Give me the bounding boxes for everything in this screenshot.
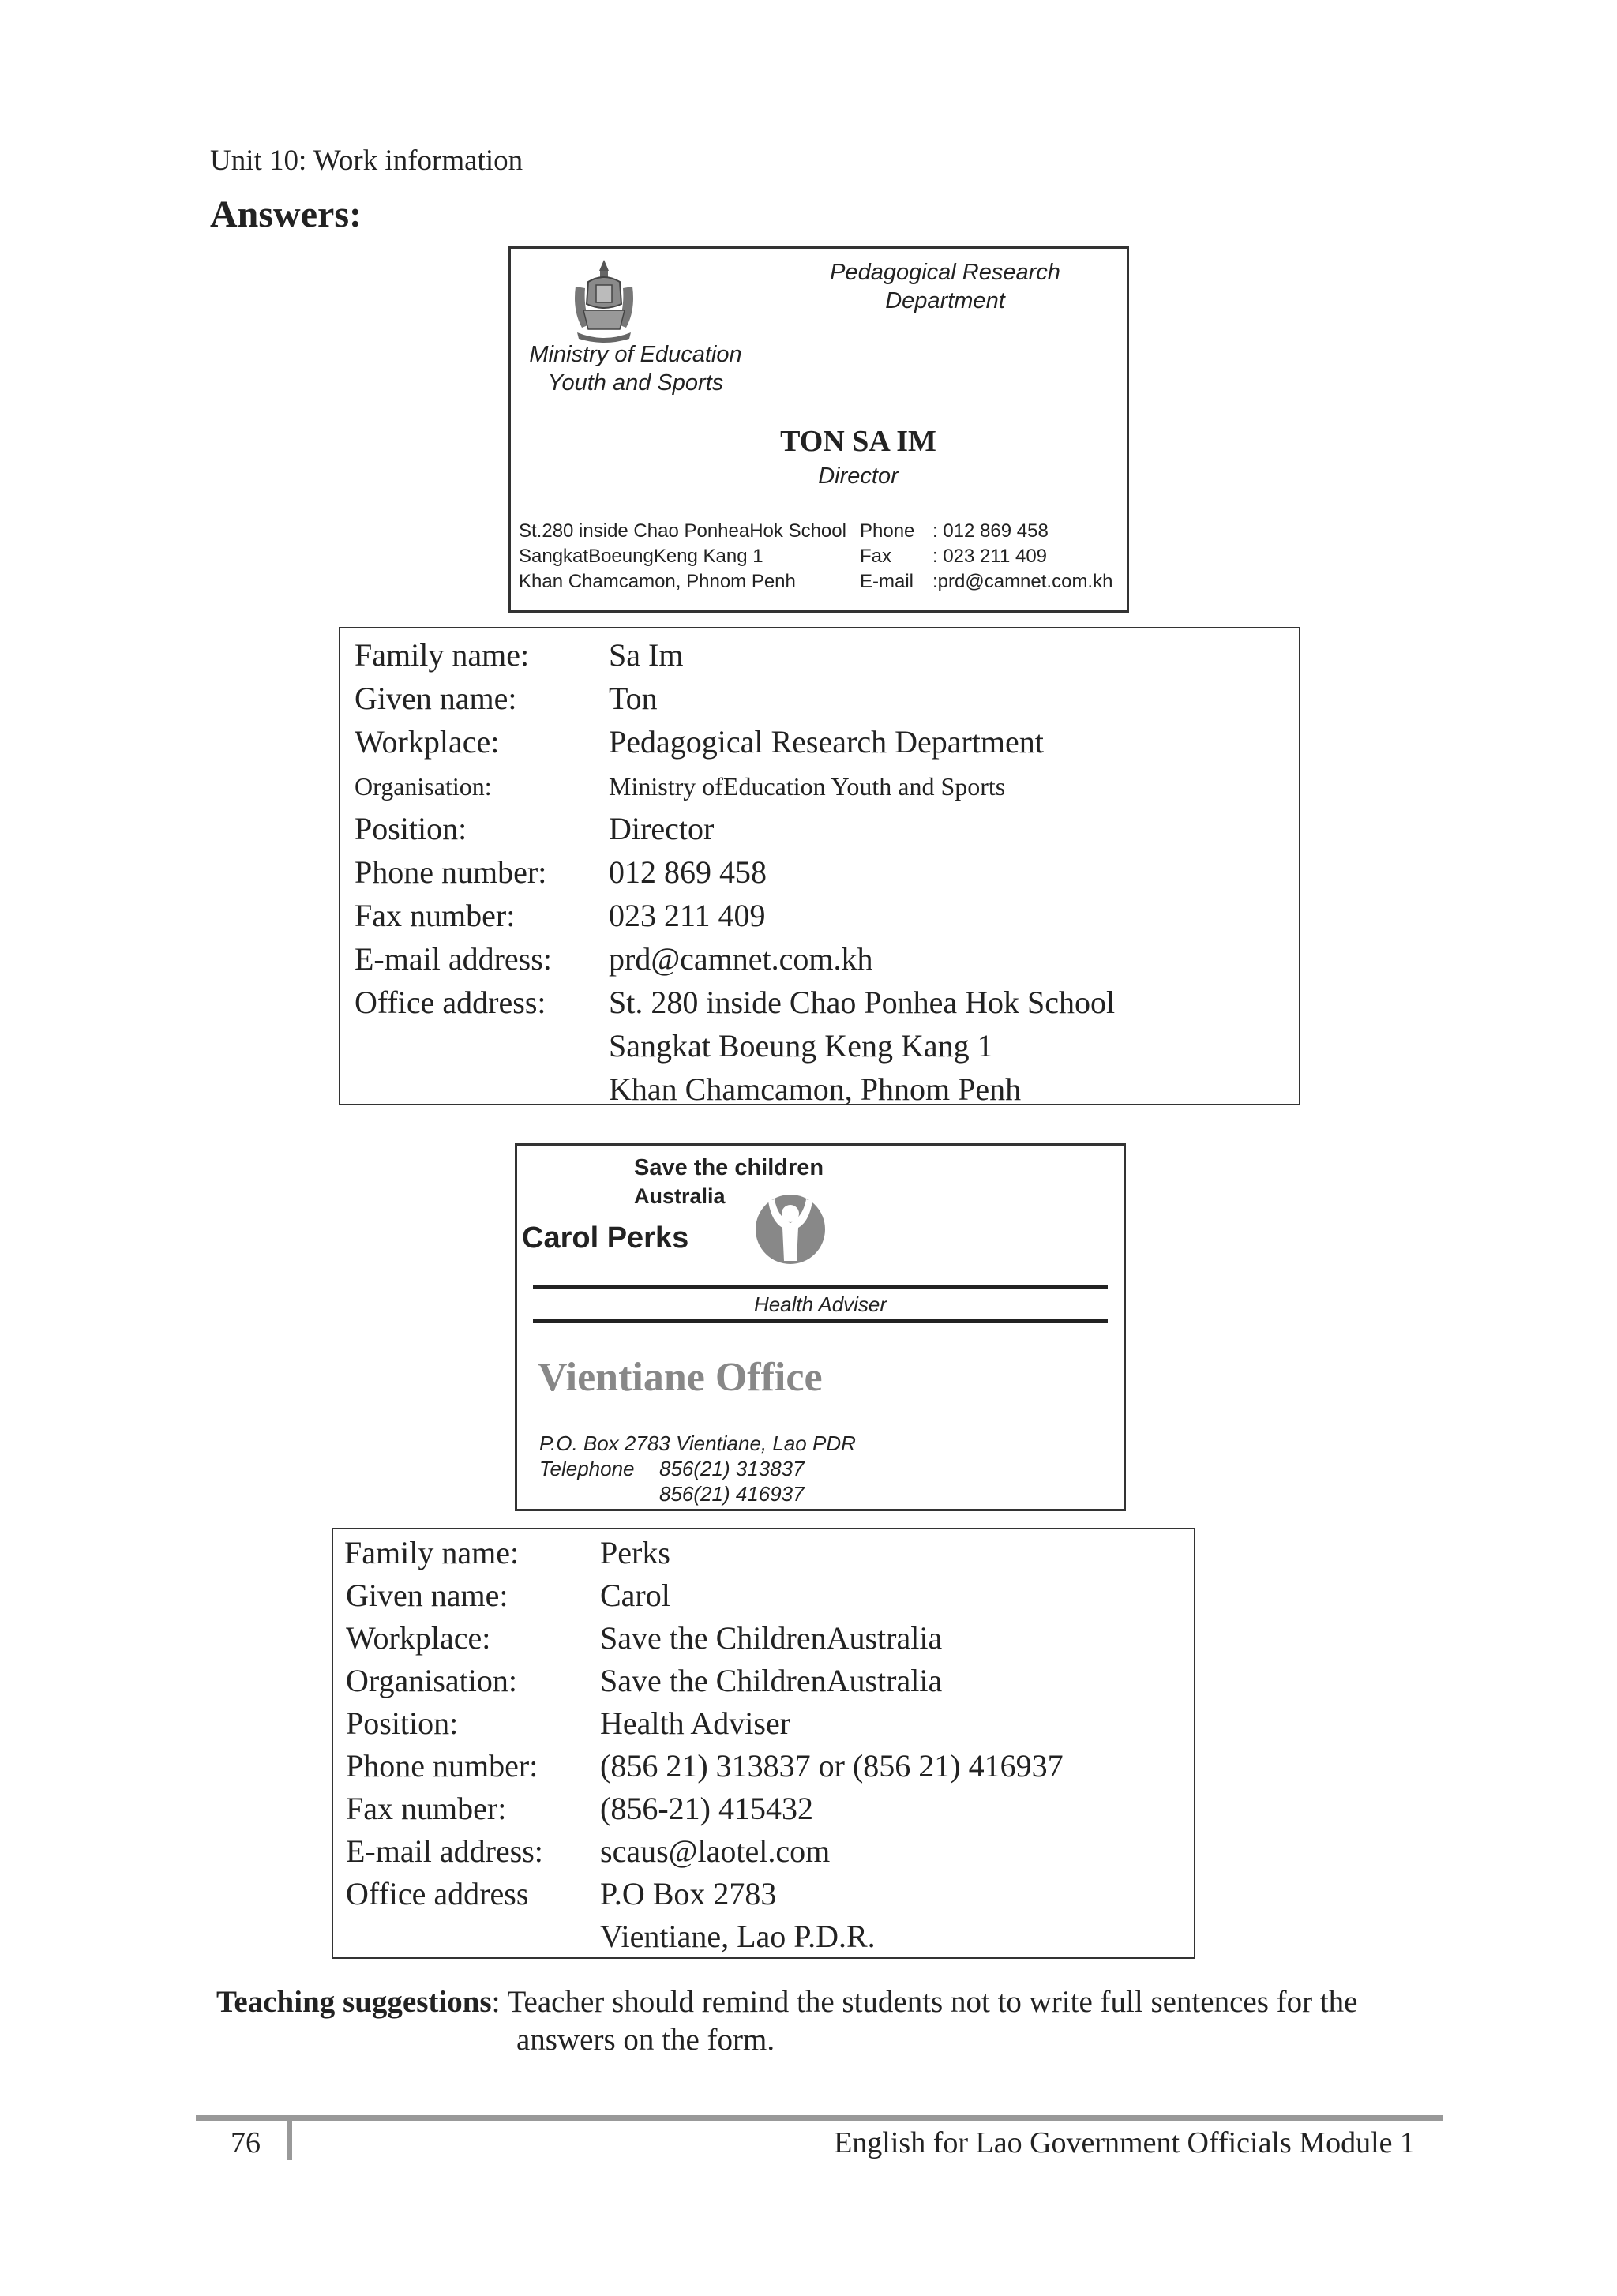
form-value: Khan Chamcamon, Phnom Penh [609,1071,1022,1107]
card-office-name: Vientiane Office [538,1355,823,1400]
form-value: Sa Im [609,637,684,673]
card-divider [533,1319,1108,1323]
card-person-name: Carol Perks [522,1221,689,1255]
royal-emblem-icon [569,255,639,347]
form-value: Save the ChildrenAustralia [600,1663,943,1698]
form-value: (856-21) 415432 [600,1791,813,1826]
card-person-name: TON SA IM [780,425,936,458]
card-phone: 856(21) 416937 [659,1482,805,1506]
card-person-title: Health Adviser [753,1292,887,1316]
footer-divider [287,2121,292,2160]
form-value: Sangkat Boeung Keng Kang 1 [609,1028,993,1064]
form-label: Organisation: [355,772,492,801]
card-address-line: SangkatBoeungKeng Kang 1 [519,546,763,567]
card-phone: 856(21) 313837 [659,1457,805,1480]
card-contact-value: : 023 211 409 [932,546,1048,567]
form-value: prd@camnet.com.kh [609,941,873,977]
form-label: Workplace: [346,1620,491,1656]
form-value: 023 211 409 [609,898,766,933]
card-divider [533,1285,1108,1289]
business-card-save-the-children [515,1143,1126,1511]
card-org-name: Save the children [634,1155,824,1180]
card-org-name: Australia [634,1184,726,1208]
teaching-text: : Teacher should remind the students not to write full sentences for the [491,1985,1358,2019]
answer-form-ton-sa-im [339,627,1300,1105]
teaching-label: Teaching suggestions [216,1985,492,2019]
form-label: Family name: [344,1535,520,1570]
card-address: P.O. Box 2783 Vientiane, Lao PDR [539,1431,856,1455]
form-value: (856 21) 313837 or (856 21) 416937 [600,1748,1064,1784]
form-value: St. 280 inside Chao Ponhea Hok School [609,985,1116,1020]
form-label: E-mail address: [355,941,552,977]
form-label: Phone number: [355,854,547,890]
form-label: Organisation: [346,1663,518,1698]
form-label: Workplace: [355,724,500,760]
form-label: E-mail address: [346,1833,543,1869]
form-label: Family name: [355,637,530,673]
card-address-line: Khan Chamcamon, Phnom Penh [519,571,796,592]
form-value: Ministry ofEducation Youth and Sports [609,772,1006,801]
card-department-line: Department [885,288,1005,313]
form-label: Office address: [355,985,546,1020]
card-phone-label: Telephone [539,1457,635,1480]
form-label: Position: [355,811,467,846]
answers-heading: Answers: [210,193,362,235]
card-person-title: Director [818,463,899,489]
form-value: Vientiane, Lao P.D.R. [600,1919,876,1954]
form-value: Director [609,811,715,846]
child-logo-icon [754,1190,827,1266]
page-number: 76 [231,2126,261,2159]
form-label: Given name: [346,1578,508,1613]
card-address-line: St.280 inside Chao PonheaHok School [519,520,846,542]
form-label: Fax number: [355,898,516,933]
form-value: Save the ChildrenAustralia [600,1620,943,1656]
form-label: Given name: [355,681,517,716]
answer-form-carol-perks [332,1528,1195,1959]
form-value: scaus@laotel.com [600,1833,831,1869]
form-value: Carol [600,1578,670,1613]
teaching-text: answers on the form. [516,2023,775,2057]
card-contact-label: E-mail [860,571,914,592]
card-ministry-line: Ministry of Education [529,342,742,367]
unit-header: Unit 10: Work information [210,144,523,177]
card-contact-label: Phone [860,520,915,542]
card-contact-value: :prd@camnet.com.kh [932,571,1113,592]
form-value: Perks [600,1535,670,1570]
form-value: P.O Box 2783 [600,1876,777,1911]
card-department-line: Pedagogical Research [830,260,1060,285]
card-ministry-line: Youth and Sports [547,370,724,396]
business-card-ministry [508,246,1129,613]
form-label: Office address [346,1876,529,1911]
form-label: Fax number: [346,1791,507,1826]
form-value: Health Adviser [600,1705,791,1741]
form-label: Position: [346,1705,459,1741]
form-label: Phone number: [346,1748,538,1784]
card-contact-label: Fax [860,546,892,567]
footer-rule [196,2115,1443,2121]
form-value: 012 869 458 [609,854,767,890]
form-value: Ton [609,681,658,716]
form-value: Pedagogical Research Department [609,724,1044,760]
footer-title: English for Lao Government Officials Module 1 [834,2126,1415,2159]
card-contact-value: : 012 869 458 [932,520,1049,542]
